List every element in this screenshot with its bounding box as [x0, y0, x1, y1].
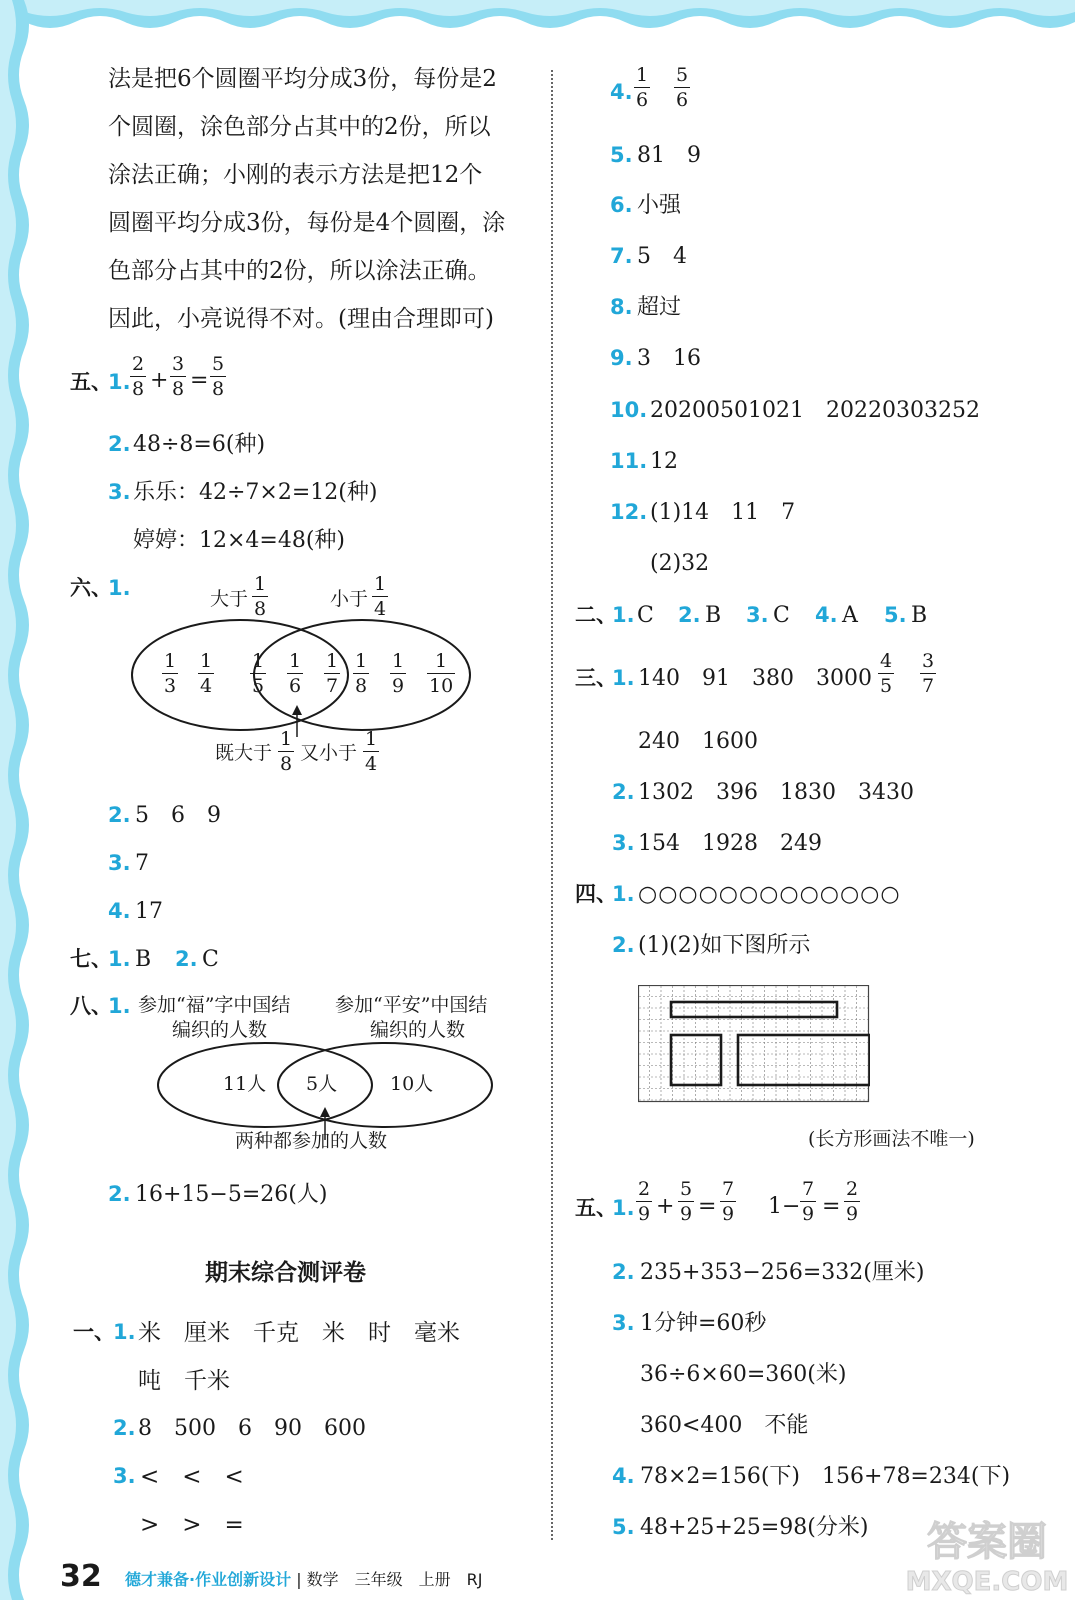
r-s5-q1-equals: = — [698, 1194, 717, 1219]
s3-q2-number: 2. — [612, 780, 635, 804]
s6-q3-number: 3. — [108, 851, 131, 875]
s8-q2-number: 2. — [108, 1182, 131, 1206]
r-s5-q5-number: 5. — [612, 1515, 635, 1539]
r-q7-answer: 5 4 — [637, 244, 687, 269]
s1-q1-answer-b: 吨 千米 — [138, 1368, 230, 1394]
s4-q2-answer: (1)(2)如下图所示 — [638, 933, 811, 958]
r-s5-q3-answer-b: 36÷6×60=360(米) — [640, 1362, 847, 1387]
left-wave-border — [0, 0, 40, 1600]
explanation-line-5: 色部分占其中的2份，所以涂法正确。 — [108, 258, 491, 284]
s8-q1-number: 1. — [108, 994, 131, 1018]
r-s5-q1-fraction-b: $\frac{5}{9}$ — [680, 1178, 693, 1225]
s5-q3-answer-b: 婷婷：12×4=48(种) — [133, 528, 346, 553]
s1-q3-number: 3. — [113, 1464, 136, 1488]
rectangle-grid-figure — [638, 985, 870, 1103]
r-q12-answer-2: (2)32 — [650, 551, 710, 576]
s2-q4-answer: A — [842, 603, 858, 628]
venn2-right-value: 10人 — [390, 1073, 434, 1095]
venn2-left-value: 11人 — [223, 1073, 267, 1095]
r-q12-number: 12. — [610, 500, 648, 524]
page-number: 32 — [60, 1559, 102, 1594]
s6-q2-answer: 5 6 9 — [135, 803, 221, 828]
r-s5-q1-one-minus: 1− — [768, 1194, 801, 1219]
section-7-label: 七、 — [70, 947, 112, 971]
r-s5-q5-answer: 48+25+25=98(分米) — [640, 1515, 869, 1540]
venn-right-item-1: $\frac{1}{8}$ — [355, 650, 368, 697]
r-q8-answer: 超过 — [637, 295, 682, 320]
r-s5-q1-fraction-d: $\frac{7}{9}$ — [802, 1178, 815, 1225]
s5-q3-number: 3. — [108, 480, 131, 504]
venn-left-caption-fraction: $\frac{1}{8}$ — [254, 573, 267, 620]
section-4-label: 四、 — [575, 882, 617, 906]
r-q9-number: 9. — [610, 346, 633, 370]
s7-q2-answer: C — [202, 947, 219, 972]
r-s5-q3-answer-c: 360<400 不能 — [640, 1413, 809, 1438]
r-s5-q1-fraction-a: $\frac{2}{9}$ — [638, 1178, 651, 1225]
s8-q2-answer: 16+15−5=26(人) — [135, 1182, 328, 1207]
s2-q5-number: 5. — [884, 603, 907, 627]
r-q9-answer: 3 16 — [637, 346, 701, 371]
r-s5-q2-number: 2. — [612, 1260, 635, 1284]
final-exam-title: 期末综合测评卷 — [205, 1260, 366, 1286]
s5-q3-answer-a: 乐乐：42÷7×2=12(种) — [133, 480, 378, 505]
s4-q2-note: (长方形画法不唯一) — [808, 1128, 975, 1150]
r-q5-number: 5. — [610, 143, 633, 167]
footer-info — [125, 1572, 483, 1588]
venn-left-item-1: $\frac{1}{3}$ — [164, 650, 177, 697]
r-q6-number: 6. — [610, 193, 633, 217]
venn2-left-caption-1: 参加“福”字中国结 — [138, 994, 291, 1016]
footer-subject: | 数学 三年级 上册 RJ — [296, 1570, 483, 1589]
venn-pointer-arrow — [292, 705, 302, 715]
s3-q1-number: 1. — [612, 666, 635, 690]
venn-right-item-3: $\frac{1}{10}$ — [429, 650, 454, 697]
r-q5-answer: 81 9 — [637, 143, 701, 168]
s6-q4-answer: 17 — [135, 899, 163, 924]
r-q10-answer: 20200501021 20220303252 — [650, 398, 980, 423]
r-section-5-label: 五、 — [575, 1196, 617, 1220]
explanation-line-2: 个圆圈，涂色部分占其中的2份，所以 — [108, 114, 491, 140]
r-q8-number: 8. — [610, 295, 633, 319]
s6-q3-answer: 7 — [135, 851, 149, 876]
venn-right-caption-fraction: $\frac{1}{4}$ — [374, 573, 387, 620]
s3-q3-answer: 154 1928 249 — [638, 831, 822, 856]
section-1-label: 一、 — [73, 1320, 115, 1344]
s3-q3-number: 3. — [612, 831, 635, 855]
s2-q1-answer: C — [637, 603, 654, 628]
venn2-right-caption-2: 编织的人数 — [370, 1019, 466, 1041]
section-3-label: 三、 — [575, 666, 617, 690]
venn2-left-caption-2: 编织的人数 — [172, 1019, 268, 1041]
venn-left-item-2: $\frac{1}{4}$ — [200, 650, 213, 697]
r-q4-fraction-1: $\frac{1}{6}$ — [636, 64, 649, 111]
explanation-line-6: 因此，小亮说得不对。(理由合理即可) — [108, 306, 494, 332]
r-q12-answer-1: (1)14 11 7 — [650, 500, 796, 525]
s1-q3-answer-b: > > = — [140, 1512, 244, 1538]
venn2-bottom-caption: 两种都参加的人数 — [235, 1130, 388, 1152]
s7-q1-number: 1. — [108, 947, 131, 971]
r-s5-q1-fraction-c: $\frac{7}{9}$ — [722, 1178, 735, 1225]
s3-q2-answer: 1302 396 1830 3430 — [638, 780, 914, 805]
s7-q1-answer: B — [135, 947, 152, 972]
venn2-mid-value: 5人 — [306, 1073, 338, 1095]
s3-q1-fraction-1: $\frac{4}{5}$ — [880, 650, 893, 697]
s2-q2-number: 2. — [678, 603, 701, 627]
r-q10-number: 10. — [610, 398, 648, 422]
r-q7-number: 7. — [610, 244, 633, 268]
venn2-right-caption-1: 参加“平安”中国结 — [335, 994, 488, 1016]
r-s5-q3-number: 3. — [612, 1311, 635, 1335]
explanation-line-1: 法是把6个圆圈平均分成3份，每份是2 — [108, 66, 497, 92]
s3-q1-answer-a: 140 91 380 3000 — [638, 666, 872, 691]
r-s5-q1-equals-2: = — [822, 1194, 841, 1219]
r-q11-number: 11. — [610, 449, 648, 473]
venn-bottom-fraction-1: $\frac{1}{8}$ — [280, 728, 293, 775]
s5-q1-plus: + — [150, 368, 169, 393]
r-s5-q3-answer-a: 1分钟=60秒 — [640, 1311, 767, 1336]
s1-q1-number: 1. — [113, 1320, 136, 1344]
watermark-line-1: 答案圈 — [927, 1519, 1047, 1565]
s4-q2-number: 2. — [612, 933, 635, 957]
r-q4-fraction-2: $\frac{5}{6}$ — [676, 64, 689, 111]
column-divider — [551, 70, 553, 1540]
footer-brand: 德才兼备·作业创新设计 — [125, 1570, 292, 1589]
watermark-line-2: MXQE.COM — [905, 1567, 1069, 1595]
s5-q1-equals: = — [190, 368, 209, 393]
s2-q2-answer: B — [705, 603, 722, 628]
venn-bottom-caption-a: 既大于 — [215, 742, 273, 764]
section-6-label: 六、 — [70, 576, 112, 600]
section-8-label: 八、 — [70, 994, 112, 1018]
r-s5-q4-number: 4. — [612, 1464, 635, 1488]
s3-q1-fraction-2: $\frac{3}{7}$ — [922, 650, 935, 697]
s6-q2-number: 2. — [108, 803, 131, 827]
s6-q4-number: 4. — [108, 899, 131, 923]
venn2-pointer-arrow — [320, 1107, 330, 1117]
s1-q2-answer: 8 500 6 90 600 — [138, 1416, 366, 1441]
s1-q2-number: 2. — [113, 1416, 136, 1440]
s5-q1-number: 1. — [108, 370, 131, 394]
r-s5-q1-fraction-e: $\frac{2}{9}$ — [846, 1178, 859, 1225]
top-wave-border — [0, 0, 1075, 38]
r-s5-q2-answer: 235+353−256=332(厘米) — [640, 1260, 925, 1285]
venn-mid-item-1: $\frac{1}{5}$ — [252, 650, 265, 697]
s5-q2-number: 2. — [108, 432, 131, 456]
s1-q3-answer-a: < < < — [140, 1464, 244, 1490]
s6-q1-number: 1. — [108, 576, 131, 600]
r-s5-q4-answer: 78×2=156(下) 156+78=234(下) — [640, 1464, 1011, 1489]
watermark-logo — [905, 1510, 1070, 1595]
venn-mid-item-3: $\frac{1}{7}$ — [326, 650, 339, 697]
s2-q1-number: 1. — [612, 603, 635, 627]
s4-q1-circles: ○○○○○○○○○○○○○ — [638, 882, 901, 907]
venn-right-caption: 小于 — [330, 588, 369, 610]
s5-q1-fraction-b: $\frac{3}{8}$ — [172, 353, 185, 400]
venn-mid-item-2: $\frac{1}{6}$ — [289, 650, 302, 697]
r-s5-q1-number: 1. — [612, 1196, 635, 1220]
r-q6-answer: 小强 — [637, 193, 682, 218]
s3-q1-answer-b: 240 1600 — [638, 729, 758, 754]
s4-q1-number: 1. — [612, 882, 635, 906]
venn-bottom-caption-b: 又小于 — [300, 742, 358, 764]
venn-bottom-fraction-2: $\frac{1}{4}$ — [365, 728, 378, 775]
s5-q1-fraction-a: $\frac{2}{8}$ — [132, 353, 145, 400]
s2-q5-answer: B — [911, 603, 928, 628]
section-2-label: 二、 — [575, 603, 617, 627]
s2-q3-number: 3. — [746, 603, 769, 627]
explanation-line-3: 涂法正确；小刚的表示方法是把12个 — [108, 162, 483, 188]
venn-right-item-2: $\frac{1}{9}$ — [392, 650, 405, 697]
s2-q3-answer: C — [773, 603, 790, 628]
r-q4-number: 4. — [610, 80, 633, 104]
s5-q1-fraction-c: $\frac{5}{8}$ — [212, 353, 225, 400]
s1-q1-answer-a: 米 厘米 千克 米 时 毫米 — [138, 1320, 460, 1346]
r-s5-q1-plus: + — [656, 1194, 675, 1219]
r-q11-answer: 12 — [650, 449, 678, 474]
s7-q2-number: 2. — [175, 947, 198, 971]
section-5-label: 五、 — [70, 370, 112, 394]
s5-q2-answer: 48÷8=6(种) — [133, 432, 266, 457]
venn-left-caption: 大于 — [210, 588, 249, 610]
s2-q4-number: 4. — [815, 603, 838, 627]
explanation-line-4: 圆圈平均分成3份，每份是4个圆圈，涂 — [108, 210, 506, 236]
